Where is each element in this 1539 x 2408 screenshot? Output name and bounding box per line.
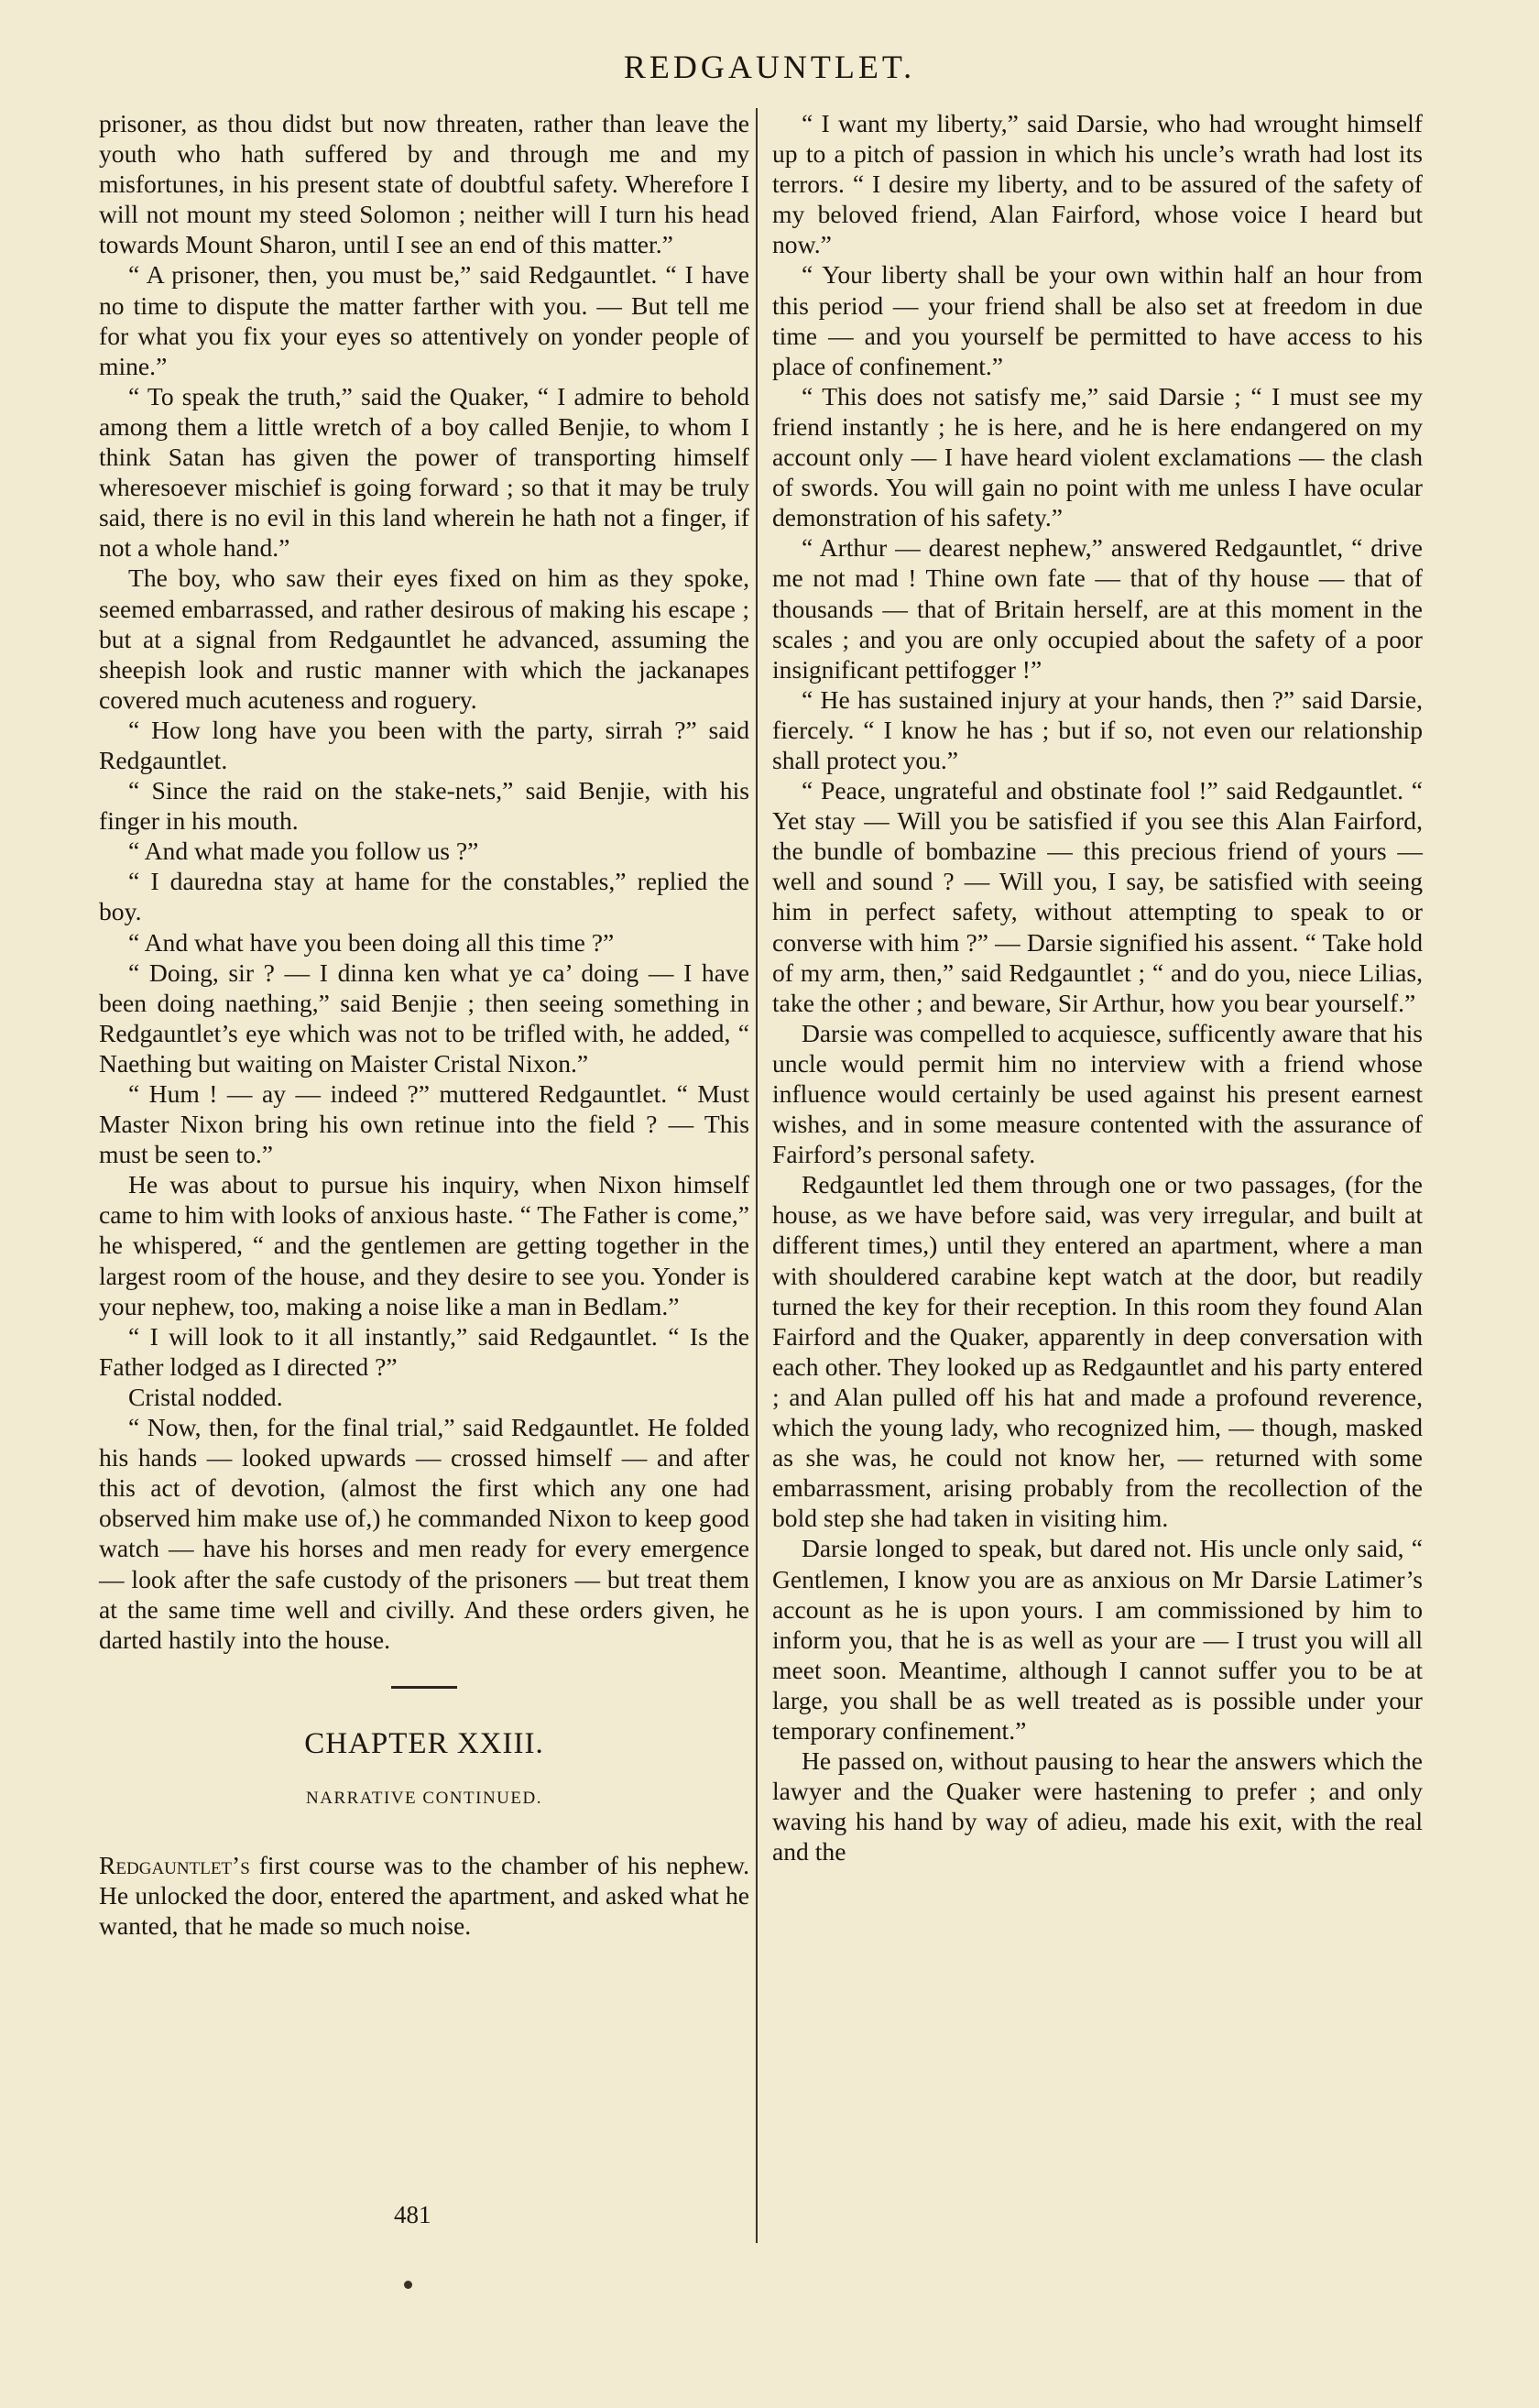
paragraph: prisoner, as thou didst but now threaten, rather than leave the youth who hath suffered by and through me and my misfortunes, in his present state of doubtful safety. Wherefore I will not mount my steed Solomon ; neither will I turn his head towards Mount Sharon, until I see an end of this matter.”	[99, 109, 749, 259]
paragraph: “ Your liberty shall be your own within half an hour from this period — your friend shall be also set at freedom in due time — and you yourself be permitted to have access to his place of confinement.”	[772, 260, 1423, 380]
chapter-opening-word: Redgauntlet’s	[99, 1850, 250, 1879]
left-column	[99, 108, 749, 1941]
chapter-opening-text: first course was to the chamber of his nephew. He unlocked the door, entered the apartment, and asked what he wanted, that he made so much noise.	[99, 1850, 749, 1941]
paragraph: “ I dauredna stay at hame for the constables,” replied the boy.	[99, 867, 749, 926]
paragraph: “ Since the raid on the stake-nets,” said Benjie, with his finger in his mouth.	[99, 776, 749, 836]
paragraph: “ Arthur — dearest nephew,” answered Redgauntlet, “ drive me not mad ! Thine own fate — that of thy house — that of thousands — that of Britain herself, are at this moment in the scales ; and you are only occupied about the safety of a poor insignificant pettifogger !”	[772, 533, 1423, 684]
running-head-title: REDGAUNTLET.	[623, 49, 916, 85]
paragraph: “ Now, then, for the final trial,” said Redgauntlet. He folded his hands — looked upwards — crossed himself — and after this act of devotion, (almost the first which any one had observed him make use of,) he commanded Nixon to keep good watch — have his horses and men ready for every emergence — look after the safe custody of the prisoners — but treat them at the same time well and civilly. And these orders given, he darted hastily into the house.	[99, 1413, 749, 1654]
section-divider	[391, 1686, 457, 1689]
paragraph: Darsie longed to speak, but dared not. His uncle only said, “ Gentlemen, I know you are as anxious on Mr Darsie Latimer’s account as he is upon yours. I am commissioned by him to inform you, that he is as well as your are — I trust you will all meet soon. Meantime, although I cannot suffer you to be at large, you shall be as well treated as is possible under your temporary confinement.”	[772, 1534, 1423, 1745]
paragraph: “ And what have you been doing all this time ?”	[128, 927, 615, 957]
paragraph: He passed on, without pausing to hear the answers which the lawyer and the Quaker were hastening to prefer ; and only waving his hand by way of adieu, made his exit, with the real and the	[772, 1746, 1423, 1866]
paragraph: Redgauntlet led them through one or two passages, (for the house, as we have before said, was very irregular, and built at different times,) until they entered an apartment, where a man with shouldered carabine kept watch at the door, but readily turned the key for their reception. In this room they found Alan Fairford and the Quaker, apparently in deep conversation with each other. They looked up as Redgauntlet and his party entered ; and Alan pulled off his hat and made a profound reverence, which the young lady, who recognized him, — though, masked as she was, he could not know her, — returned with some embarrassment, arising probably from the recollection of the bold step she had taken in visiting him.	[772, 1170, 1423, 1533]
paragraph: “ Hum ! — ay — indeed ?” muttered Redgauntlet. “ Must Master Nixon bring his own retinue into the field ? — This must be seen to.”	[99, 1079, 749, 1169]
paragraph: “ I want my liberty,” said Darsie, who had wrought himself up to a pitch of passion in which his uncle’s wrath had lost its terrors. “ I desire my liberty, and to be assured of the safety of my beloved friend, Alan Fairford, whose voice I heard but now.”	[772, 109, 1423, 259]
paragraph: “ How long have you been with the party, sirrah ?” said Redgauntlet.	[99, 715, 749, 774]
paragraph: “ Doing, sir ? — I dinna ken what ye ca’ doing — I have been doing naething,” said Benjie ; then seeing something in Redgauntlet’s eye which was not to be trifled with, he added, “ Naething but waiting on Maister Cristal Nixon.”	[99, 958, 749, 1078]
paragraph: “ A prisoner, then, you must be,” said Redgauntlet. “ I have no time to dispute the matter farther with you. — But tell me for what you fix your eyes so attentively on yonder people of mine.”	[99, 260, 749, 380]
paragraph: The boy, who saw their eyes fixed on him as they spoke, seemed embarrassed, and rather desirous of making his escape ; but at a signal from Redgauntlet he advanced, assuming the sheepish look and rustic manner with which the jackanapes covered much acuteness and roguery.	[99, 564, 749, 714]
paragraph: “ I will look to it all instantly,” said Redgauntlet. “ Is the Father lodged as I directed ?”	[99, 1321, 749, 1381]
chapter-title: CHAPTER XXIII.	[304, 1726, 544, 1760]
paragraph: “ And what made you follow us ?”	[128, 837, 479, 866]
dot-ornament	[404, 2281, 412, 2289]
paragraph: Darsie was compelled to acquiesce, sufficently aware that his uncle would permit him no interview with a friend whose influence would certainly be used against his present earnest wishes, and in some measure contented with the assurance of Fairford’s personal safety.	[772, 1018, 1423, 1169]
page-number: 481	[394, 2201, 431, 2228]
paragraph: “ He has sustained injury at your hands, then ?” said Darsie, fiercely. “ I know he has ; but if so, not even our relationship shall protect you.”	[772, 684, 1423, 774]
right-column	[772, 108, 1423, 1866]
paragraph: “ To speak the truth,” said the Quaker, “ I admire to behold among them a little wretch of a boy called Benjie, to whom I think Satan has given the power of transporting himself wheresoever mischief is going forward ; so that it may be truly said, there is no evil in this land wherein he hath not a finger, if not a whole hand.”	[99, 381, 749, 563]
column-divider	[756, 108, 758, 2243]
paragraph: Cristal nodded.	[128, 1382, 283, 1411]
chapter-subtitle: NARRATIVE CONTINUED.	[306, 1788, 542, 1808]
paragraph: “ Peace, ungrateful and obstinate fool !” said Redgauntlet. “ Yet stay — Will you be satisfied if you see this Alan Fairford, the bundle of bombazine — this precious friend of yours — well and sound ? — Will you, I say, be satisfied with seeing him in perfect safety, without attempting to speak to or converse with him ?” — Darsie signified his assent. “ Take hold of my arm, then,” said Redgauntlet ; “ and do you, niece Lilias, take the other ; and beware, Sir Arthur, how you bear yourself.”	[772, 776, 1423, 1017]
paragraph: He was about to pursue his inquiry, when Nixon himself came to him with looks of anxious haste. “ The Father is come,” he whispered, “ and the gentlemen are getting together in the largest room of the house, and they desire to see you. Yonder is your nephew, too, making a noise like a man in Bedlam.”	[99, 1170, 749, 1320]
chapter-opening-paragraph	[99, 1850, 749, 1941]
paragraph: “ This does not satisfy me,” said Darsie ; “ I must see my friend instantly ; he is here, and he is here endangered on my account only — I have heard violent exclamations — the clash of swords. You will gain no point with me unless I have ocular demonstration of his safety.”	[772, 381, 1423, 532]
